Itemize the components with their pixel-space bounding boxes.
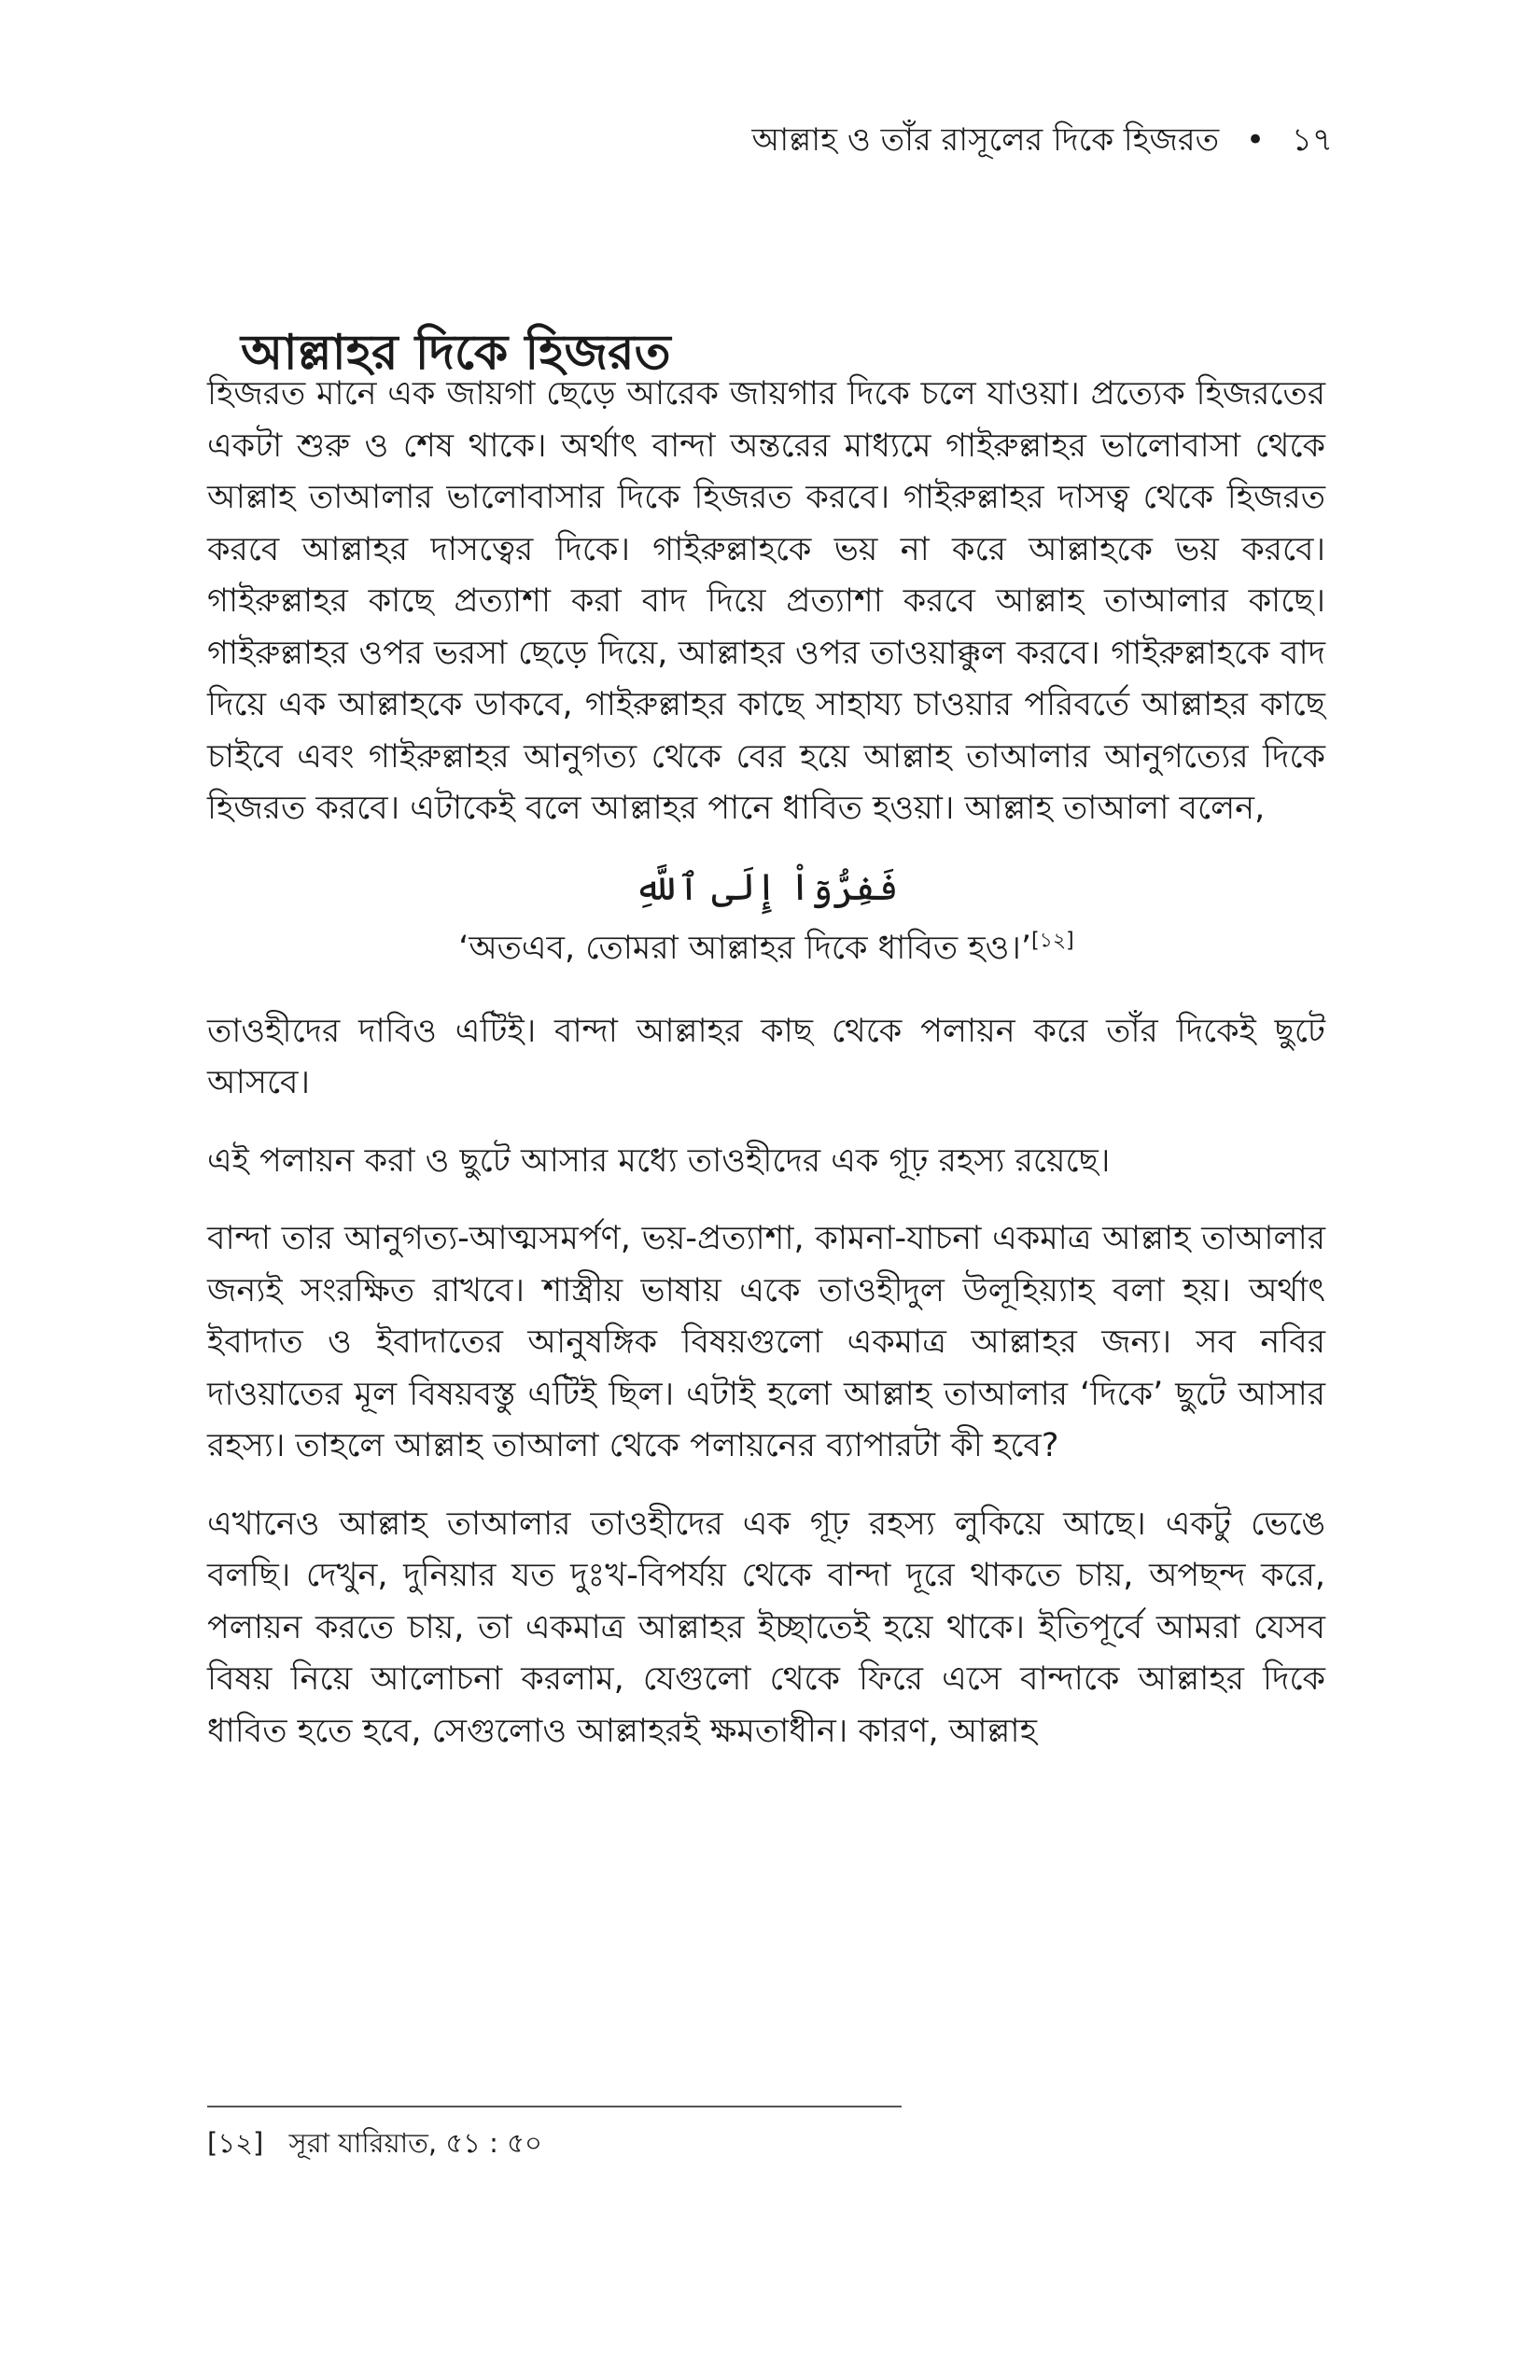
translation-text: ‘অতএব, তোমরা আল্লাহর দিকে ধাবিত হও।’ [458,929,1032,967]
paragraph-secret: এই পলায়ন করা ও ছুটে আসার মধ্যে তাওহীদের এক গূঢ় রহস্য রয়েছে। [207,1141,1111,1180]
running-header [751,119,1333,161]
page-number: ১৭ [1291,121,1333,159]
footnote-divider [207,2106,902,2107]
verse-translation [207,923,1325,974]
arabic-verse: فَفِرُّوٓاْ إِلَى ٱللَّهِ [634,865,899,909]
body-text [207,369,1325,1757]
footnote-text: সূরা যারিয়াত, ৫১ : ৫০ [288,2127,542,2159]
paragraph-uluhiyyah: বান্দা তার আনুগত্য-আত্মসমর্পণ, ভয়-প্রত্যাশা, কামনা-যাচনা একমাত্র আল্লাহ তাআলার জন্যই সংরক্ষিত রাখবে। শাস্ত্রীয় ভাষায় একে তাওহীদুল উলূহিয়্যাহ বলা হয়। অর্থাৎ ইবাদাত ও ইবাদাতের আনুষঙ্গিক বিষয়গুলো একমাত্র আল্লাহর জন্য। সব নবির দাওয়াতের মূল বিষয়বস্তু এটিই ছিল। এটাই হলো আল্লাহ তাআলার ‘দিকে’ ছুটে আসার রহস্য। তাহলে আল্লাহ তাআলা থেকে পলায়নের ব্যাপারটা কী হবে? [207,1220,1325,1464]
section-title: আল্লাহর দিকে হিজরত [241,324,671,381]
paragraph-intro: হিজরত মানে এক জায়গা ছেড়ে আরেক জায়গার দিকে চলে যাওয়া। প্রত্যেক হিজরতের একটা শুরু ও শেষ থাকে। অর্থাৎ বান্দা অন্তরের মাধ্যমে গাইরুল্লাহর ভালোবাসা থেকে আল্লাহ তাআলার ভালোবাসার দিকে হিজরত করবে। গাইরুল্লাহর দাসত্ব থেকে হিজরত করবে আল্লাহর দাসত্বের দিকে। গাইরুল্লাহকে ভয় না করে আল্লাহকে ভয় করবে। গাইরুল্লাহর কাছে প্রত্যাশা করা বাদ দিয়ে প্রত্যাশা করবে আল্লাহ তাআলার কাছে। গাইরুল্লাহর ওপর ভরসা ছেড়ে দিয়ে, আল্লাহর ওপর তাওয়াক্কুল করবে। গাইরুল্লাহকে বাদ দিয়ে এক আল্লাহকে ডাকবে, গাইরুল্লাহর কাছে সাহায্য চাওয়ার পরিবর্তে আল্লাহর কাছে চাইবে এবং গাইরুল্লাহর আনুগত্য থেকে বের হয়ে আল্লাহ তাআলার আনুগত্যের দিকে হিজরত করবে। এটাকেই বলে আল্লাহর পানে ধাবিত হওয়া। আল্লাহ তাআলা বলেন, [207,375,1325,827]
footnote [207,2124,542,2162]
footnote-number: [১২] [207,2127,264,2159]
running-title: আল্লাহ ও তাঁর রাসূলের দিকে হিজরত [751,121,1220,159]
header-bullet: • [1245,121,1266,159]
quran-quote [207,861,1325,974]
paragraph-tawhid-demand: তাওহীদের দাবিও এটিই। বান্দা আল্লাহর কাছ থেকে পলায়ন করে তাঁর দিকেই ছুটে আসবে। [207,1012,1325,1101]
footnote-marker[interactable]: [১২] [1031,928,1074,952]
paragraph-explanation: এখানেও আল্লাহ তাআলার তাওহীদের এক গূঢ় রহস্য লুকিয়ে আছে। একটু ভেঙে বলছি। দেখুন, দুনিয়ার যত দুঃখ-বিপর্যয় থেকে বান্দা দূরে থাকতে চায়, অপছন্দ করে, পলায়ন করতে চায়, তা একমাত্র আল্লাহর ইচ্ছাতেই হয়ে থাকে। ইতিপূর্বে আমরা যেসব বিষয় নিয়ে আলোচনা করলাম, যেগুলো থেকে ফিরে এসে বান্দাকে আল্লাহর দিকে ধাবিত হতে হবে, সেগুলোও আল্লাহরই ক্ষমতাধীন। কারণ, আল্লাহ [207,1505,1325,1750]
